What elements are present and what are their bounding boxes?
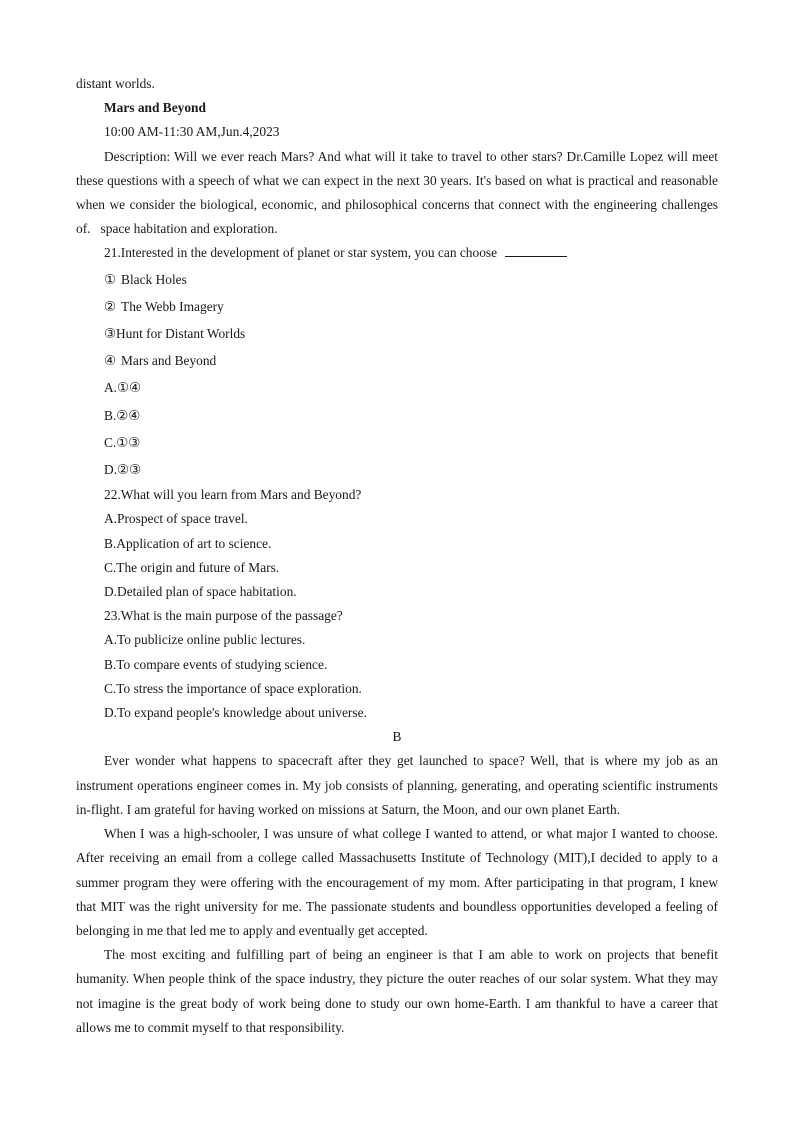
event-title: Mars and Beyond [104,100,206,116]
question-22 [76,483,718,604]
question-23-stem: 23.What is the main purpose of the passage? [104,608,343,624]
passage-b-paragraph-2: When I was a high-schooler, I was unsure of what college I wanted to attend, or what major I wanted to choose. After receiving an email from a college called Massachusetts Institute of Technology (MIT),I decided to apply to a summer program they were offering with the encouragement of my mom. After participating in that program, I knew that MIT was the right university for me. The passionate students and boundless opportunities developed a feeling of belonging in me that led me to apply and eventually get accepted. [76,826,718,938]
q21-item-1-number: ① [104,271,117,287]
q23-option-b: B.To compare events of studying science. [104,656,328,672]
q21-item-3 [76,320,718,347]
q21-item-4-text: Mars and Beyond [121,353,217,369]
passage-a-continuation: distant worlds. [76,76,155,91]
q21-item-2 [76,293,718,320]
question-21 [76,241,718,483]
q21-item-3-number: ③ [104,326,117,342]
q23-option-c: C.To stress the importance of space exploration. [104,680,362,696]
q22-option-d: D.Detailed plan of space habitation. [104,584,297,600]
q23-option-a: A.To publicize online public lectures. [104,632,306,648]
question-21-stem-line [76,241,718,265]
q21-item-4-number: ④ [104,353,117,369]
q21-item-2-text: The Webb Imagery [121,298,224,314]
answer-blank [505,244,567,257]
passage-b-heading: B [392,729,402,745]
question-22-stem: 22.What will you learn from Mars and Beyond? [104,487,362,503]
q21-item-1 [76,266,718,293]
q22-option-b: B.Application of art to science. [104,535,272,551]
q21-item-3-text: Hunt for Distant Worlds [116,326,246,342]
q22-option-a: A.Prospect of space travel. [104,511,248,527]
event-time: 10:00 AM-11:30 AM,Jun.4,2023 [104,124,280,140]
q23-option-d: D.To expand people's knowledge about universe. [104,705,367,721]
q22-option-c: C.The origin and future of Mars. [104,559,280,575]
passage-b-paragraph-1: Ever wonder what happens to spacecraft after they get launched to space? Well, that is where my job as an instrument operations engineer comes in. My job consists of planning, generating, and operating scientific instruments in-flight. I am grateful for having worked on missions at Saturn, the Moon, and our own planet Earth. [76,753,718,817]
q21-option-c: C.①③ [104,434,141,450]
passage-b-paragraph-3: The most exciting and fulfilling part of being an engineer is that I am able to work on projects that benefit humanity. When people think of the space industry, they picture the outer reaches of our solar system. What they may not imagine is the great body of work being done to study our own home-Earth. I am thankful to have a career that allows me to commit myself to that responsibility. [76,947,718,1035]
event-description: Description: Will we ever reach Mars? And what will it take to travel to other stars? Dr.Camille Lopez will meet these questions with a speech of what we can expect in the next 30 years. It's based on what is practical and reasonable when we consider the biological, economic, and philosophical concerns that connect with the engineering challenges of. space habitation and exploration. [76,148,718,237]
q21-item-1-text: Black Holes [121,271,187,287]
question-21-stem: 21.Interested in the development of planet or star system, you can choose [104,245,498,261]
q21-option-b: B.②④ [104,407,141,423]
question-23 [76,604,718,725]
q21-option-a: A.①④ [104,380,142,396]
q21-option-d: D.②③ [104,462,142,478]
document-page [76,72,718,1040]
q21-item-4 [76,347,718,374]
q21-item-2-number: ② [104,298,117,314]
